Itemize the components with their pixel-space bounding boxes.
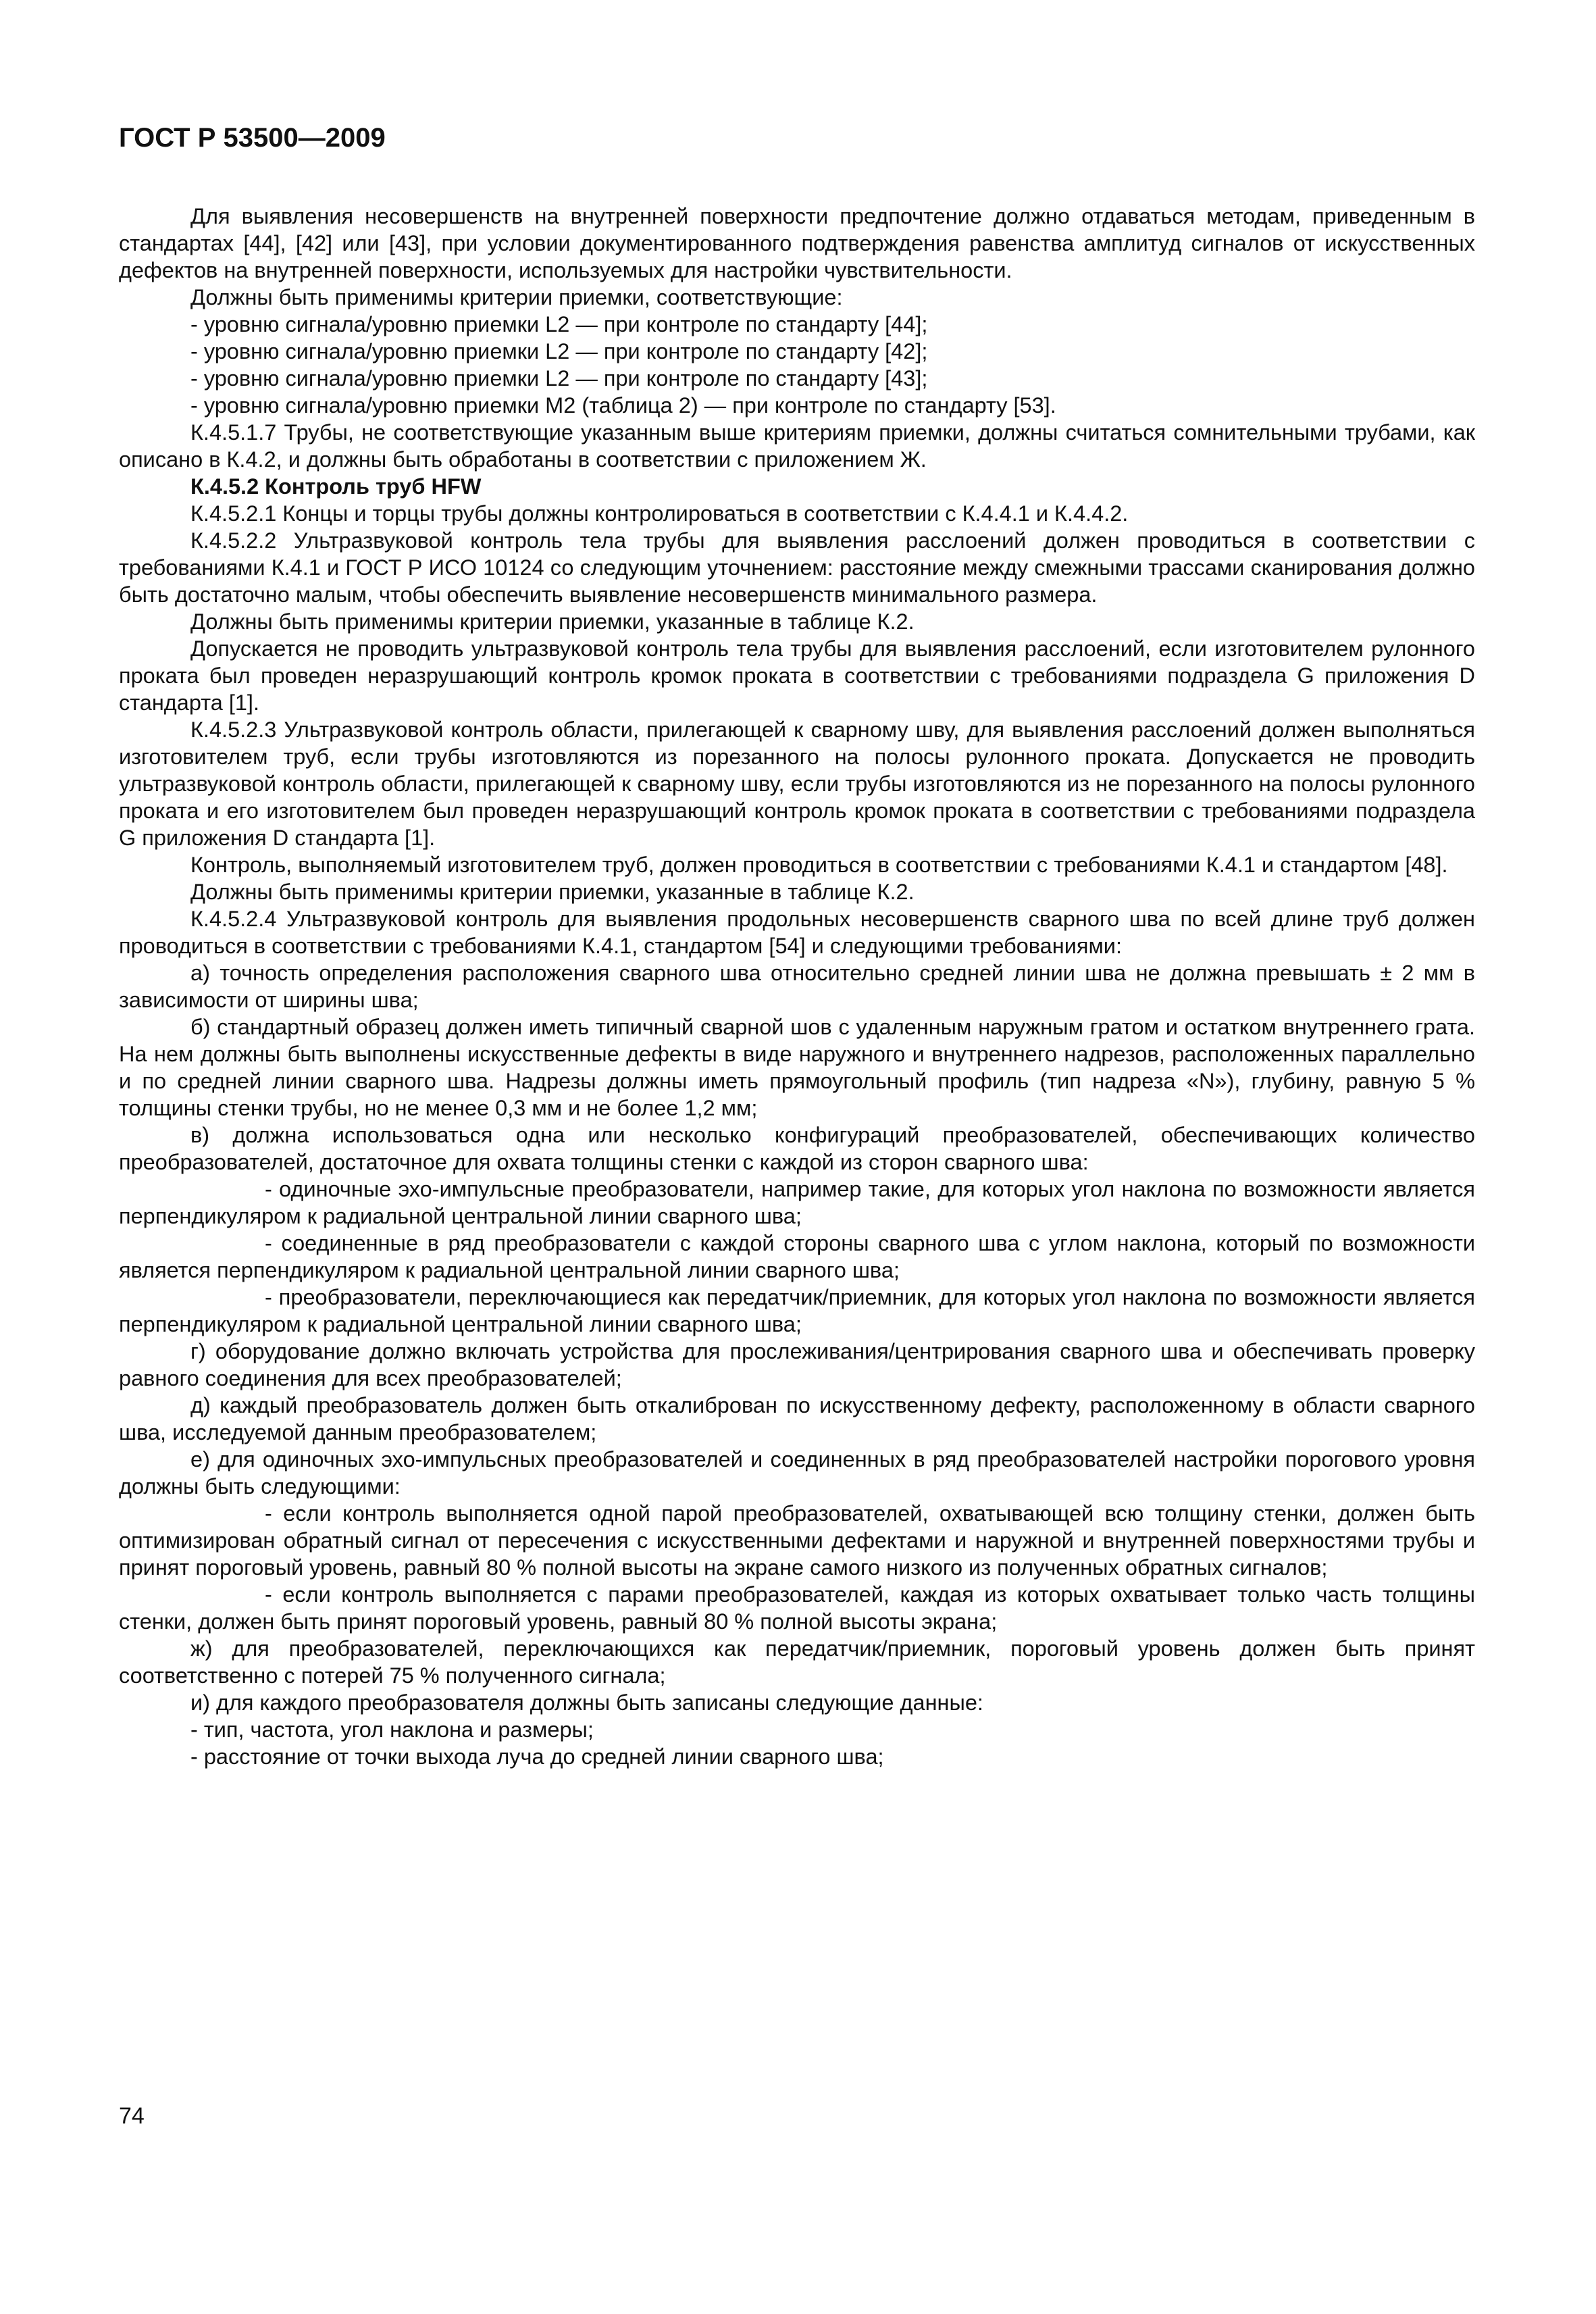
sub-list-item: - соединенные в ряд преобразователи с каждой стороны сварного шва с углом наклона, который по возможности является перпендикуляром к радиальной центральной линии сварного шва;	[119, 1231, 1475, 1282]
paragraph: К.4.5.2.4 Ультразвуковой контроль для выявления продольных несовершенств сварного шва по всей длине труб должен проводиться в соответствии с требованиями К.4.1, стандартом [54] и следующими требованиями:	[119, 907, 1475, 958]
list-item: г) оборудование должно включать устройства для прослеживания/центрирования сварного шва и обеспечивать проверку равного соединения для всех преобразователей;	[119, 1339, 1475, 1390]
page-number: 74	[119, 2103, 145, 2129]
paragraph: Должны быть применимы критерии приемки, указанные в таблице К.2.	[190, 880, 915, 904]
sub-list-item: - если контроль выполняется одной парой преобразователей, охватывающей всю толщину стенки, должен быть оптимизирован обратный сигнал от пересечения с искусственными дефектами и наружной и внутренней поверхностями трубы и принят пороговый уровень, равный 80 % полной высоты на экране самого низкого из полученных обратных сигналов;	[119, 1501, 1475, 1580]
sub-list-item: - если контроль выполняется с парами преобразователей, каждая из которых охватывает только часть толщины стенки, должен быть принят пороговый уровень, равный 80 % полной высоты экрана;	[119, 1582, 1475, 1634]
paragraph: Контроль, выполняемый изготовителем труб, должен проводиться в соответствии с требованиями К.4.1 и стандартом [48].	[190, 853, 1448, 877]
list-item: - уровню сигнала/уровню приемки L2 — при контроле по стандарту [44];	[190, 312, 928, 336]
sub-list-item: - преобразователи, переключающиеся как передатчик/приемник, для которых угол наклона по возможности является перпендикуляром к радиальной центральной линии сварного шва;	[119, 1285, 1475, 1336]
paragraph: К.4.5.2.3 Ультразвуковой контроль области, прилегающей к сварному шву, для выявления расслоений должен выполняться изготовителем труб, если трубы изготовляются из порезанного на полосы рулонного проката. Допускается не проводить ультразвуковой контроль области, прилегающей к сварному шву, если трубы изготовляются из не порезанного на полосы рулонного проката и его изготовителем был проведен неразрушающий контроль кромок проката в соответствии с требованиями подраздела G приложения D стандарта [1].	[119, 718, 1475, 850]
paragraph: К.4.5.2.1 Концы и торцы трубы должны контролироваться в соответствии с К.4.4.1 и К.4.4.2.	[190, 501, 1129, 526]
list-item: а) точность определения расположения сварного шва относительно средней линии шва не должна превышать ± 2 мм в зависимости от ширины шва;	[119, 961, 1475, 1012]
list-item: - уровню сигнала/уровню приемки L2 — при контроле по стандарту [42];	[190, 339, 928, 363]
paragraph: К.4.5.1.7 Трубы, не соответствующие указанным выше критериям приемки, должны считаться сомнительными трубами, как описано в К.4.2, и должны быть обработаны в соответствии с приложением Ж.	[119, 420, 1475, 472]
list-item: е) для одиночных эхо-импульсных преобразователей и соединенных в ряд преобразователей настройки порогового уровня должны быть следующими:	[119, 1447, 1475, 1499]
paragraph: Для выявления несовершенств на внутренней поверхности предпочтение должно отдаваться методам, приведенным в стандартах [44], [42] или [43], при условии документированного подтверждения равенства амплитуд сигналов от искусственных дефектов на внутренней поверхности, используемых для настройки чувствительности.	[119, 204, 1475, 282]
list-item: - уровню сигнала/уровню приемки L2 — при контроле по стандарту [43];	[190, 366, 928, 391]
paragraph: Должны быть применимы критерии приемки, соответствующие:	[190, 285, 843, 309]
list-item: б) стандартный образец должен иметь типичный сварной шов с удаленным наружным гратом и остатком внутреннего грата. На нем должны быть выполнены искусственные дефекты в виде наружного и внутреннего надрезов, расположенных параллельно и по средней линии сварного шва. Надрезы должны иметь прямоугольный профиль (тип надреза «N»), глубину, равную 5 % толщины стенки трубы, но не менее 0,3 мм и не более 1,2 мм;	[119, 1015, 1475, 1120]
paragraph: Должны быть применимы критерии приемки, указанные в таблице К.2.	[190, 609, 915, 634]
list-item: и) для каждого преобразователя должны быть записаны следующие данные:	[190, 1690, 983, 1715]
standard-title: ГОСТ Р 53500—2009	[119, 123, 386, 153]
list-item: ж) для преобразователей, переключающихся как передатчик/приемник, пороговый уровень должен быть принят соответственно с потерей 75 % полученного сигнала;	[119, 1636, 1475, 1688]
document-body	[119, 203, 1475, 1770]
section-heading: К.4.5.2 Контроль труб HFW	[190, 474, 482, 499]
paragraph: К.4.5.2.2 Ультразвуковой контроль тела трубы для выявления расслоений должен проводиться в соответствии с требованиями К.4.1 и ГОСТ Р ИСО 10124 со следующим уточнением: расстояние между смежными трассами сканирования должно быть достаточно малым, чтобы обеспечить выявление несовершенств минимального размера.	[119, 528, 1475, 607]
paragraph: Допускается не проводить ультразвуковой контроль тела трубы для выявления расслоений, если изготовителем рулонного проката был проведен неразрушающий контроль кромок проката в соответствии с требованиями подраздела G приложения D стандарта [1].	[119, 636, 1475, 715]
sub-list-item: - расстояние от точки выхода луча до средней линии сварного шва;	[190, 1744, 884, 1769]
list-item: в) должна использоваться одна или несколько конфигураций преобразователей, обеспечивающих количество преобразователей, достаточное для охвата толщины стенки с каждой из сторон сварного шва:	[119, 1123, 1475, 1174]
sub-list-item: - тип, частота, угол наклона и размеры;	[190, 1717, 594, 1742]
sub-list-item: - одиночные эхо-импульсные преобразователи, например такие, для которых угол наклона по возможности является перпендикуляром к радиальной центральной линии сварного шва;	[119, 1177, 1475, 1228]
list-item: - уровню сигнала/уровню приемки M2 (таблица 2) — при контроле по стандарту [53].	[190, 393, 1056, 418]
list-item: д) каждый преобразователь должен быть откалиброван по искусственному дефекту, расположенному в области сварного шва, исследуемой данным преобразователем;	[119, 1393, 1475, 1444]
